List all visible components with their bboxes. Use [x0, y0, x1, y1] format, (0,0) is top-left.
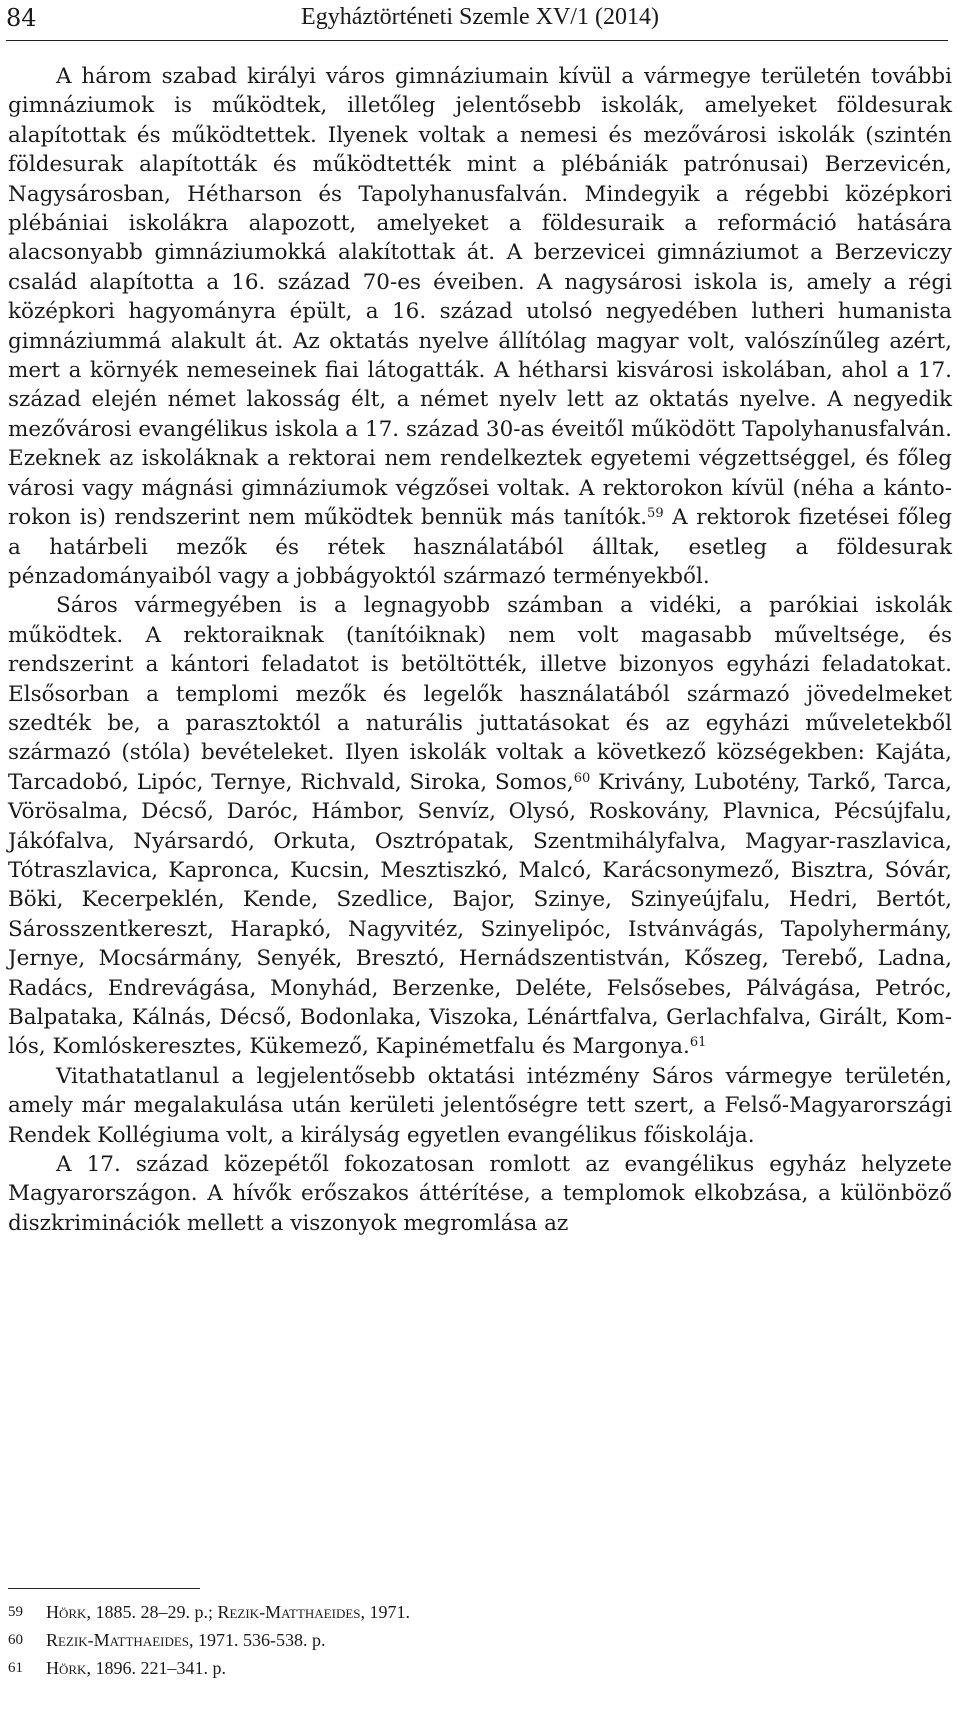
footnote-text [46, 1626, 326, 1654]
paragraph-text: A három szabad királyi város gimnáziumain kívül a vármegye területén további gimnáziumok is működtek, illetőleg jelentősebb iskolák, amelyeket földesurak alapítottak és működtettek. Ilyenek voltak a nemesi és mezővárosi iskolák (szintén földesurak alapították és működtették mint a plébániák patrónusai) Berzevicén, Nagysárosban, Hétharson és Tapolyhanusfalván. Mindegyik a régebbi középkori plébániai iskolákra alapozott, amelyeket a földesuraik a reformáció hatására alacsonyabb gimnáziumokká alakítottak át. A berzevicei gimnáziumot a Berzeviczy család alapította a 16. század 70-es éveiben. A nagysárosi iskola is, amely a régi középkori hagyományra épült, a 16. század utolsó negyedében lutheri humanista gimnáziummá alakult át. Az oktatás nyelve állítólag magyar volt, valószínűleg azért, mert a környék nemeseinek fiai látogatták. A hétharsi kisvárosi iskolában, ahol a 17. század elején német lakosság élt, a német nyelv lett az oktatás nyelve. A negyedik mezővárosi evangélikus iskola a 17. század 30-as éveitől működött Tapolyhanusfalván. Ezeknek az iskoláknak a rektorai nem rendelkeztek egyetemi végzettséggel, és főleg városi vagy mágnási gimnáziumok végzősei voltak. A rektorokon kívül (néha a kántorokon is) rendszerint nem működtek bennük más tanítók. [8, 64, 952, 531]
page-header [0, 0, 960, 44]
journal-title: Egyháztörténeti Szemle XV/1 (2014) [301, 4, 659, 30]
paragraph [8, 62, 952, 591]
paragraph [8, 591, 952, 1062]
citation: , 1971. 536-538. p. [189, 1630, 326, 1650]
paragraph [8, 1150, 952, 1238]
paragraph-text: A rektorok fizetései főleg a határbeli mezők és rétek használatából álltak, esetleg a földesurak pénzadományaiból vagy a jobbágyoktól származó terményekből. [8, 505, 952, 589]
footnote-text [46, 1598, 410, 1626]
paragraph [8, 1062, 952, 1150]
footnote-ref[interactable]: 60 [573, 770, 591, 786]
footnote-rule [8, 1588, 200, 1589]
footnotes [8, 1598, 952, 1682]
citation: , 1885. 28–29. p.; [86, 1602, 218, 1622]
footnote-text [46, 1654, 226, 1682]
citation: , 1971. [360, 1602, 411, 1622]
author-name: Rezik-Matthaeides [46, 1630, 190, 1650]
header-rule [6, 40, 948, 41]
footnote [8, 1654, 952, 1682]
footnote-number: 59 [8, 1604, 23, 1620]
paragraph-text: Krivány, Lubotény, Tarkő, Tarca, Vörösalma, Décső, Daróc, Hámbor, Senvíz, Olysó, Roskovány, Plavnica, Pécsújfalu, Jákófalva, Nyársardó, Orkuta, Osztrópatak, Szentmihályfalva, Magyar-raszlavica, Tótraszlavica, Kapronca, Kucsin, Mesztiszkó, Malcó, Karácsonymező, Bisztra, Sóvár, Böki, Kecerpeklén, Kende, Szedlice, Bajor, Szinye, Szinyeújfalu, Hedri, Bertót, Sárosszentkereszt, Harapkó, Nagyvitéz, Szinyelipóc, Istvánvágás, Tapolyhermány, Jernye, Mocsármány, Senyék, Bresztó, Hernádszentistván, Kőszeg, Terebő, Ladna, Radács, Endrevágása, Monyhád, Berzenke, Deléte, Felsősebes, Pálvágása, Petróc, Balpataka, Kálnás, Décső, Bodonlaka, Viszoka, Lénártfalva, Gerlachfalva, Girált, Komlós, Komlóskeresztes, Kükemező, Kapinémetfalu és Margonya. [8, 769, 952, 1060]
author-name: Hörk [46, 1658, 87, 1678]
footnote [8, 1626, 952, 1654]
paragraph-text: A 17. század közepétől fokozatosan romlott az evangélikus egyház helyzete Magyarországon. A hívők erőszakos áttérítése, a templomok elkobzása, a különböző diszkriminációk mellett a viszonyok megromlása az [8, 1152, 952, 1236]
author-name: Rezik-Matthaeides [217, 1602, 361, 1622]
paragraph-text: Vitathatatlanul a legjelentősebb oktatási intézmény Sáros vármegye területén, amely már megalakulása után kerületi jelentőségre tett szert, a Felső-Magyarországi Rendek Kollégiuma volt, a királyság egyetlen evangélikus főiskolája. [8, 1063, 952, 1148]
footnote-number: 60 [8, 1632, 23, 1648]
page-number: 84 [6, 4, 37, 32]
footnote-ref[interactable]: 59 [647, 506, 664, 522]
body-text [8, 62, 952, 1238]
author-name: Hörk [46, 1602, 87, 1622]
footnote [8, 1598, 952, 1626]
paragraph-text: Sáros vármegyében is a legnagyobb számban a vidéki, a parókiai iskolák működtek. A rektoraiknak (tanítóiknak) nem volt magasabb műveltsége, és rendszerint a kántori feladatot is betöltötték, illetve bizonyos egyházi feladatokat. Elsősorban a templomi mezők és legelők használatából származó jövedelmeket szedték be, a parasztoktól a naturális juttatásokat és az egyházi műveletekből származó (stóla) bevételeket. Ilyen iskolák voltak a következő községekben: Kajáta, Tarcadobó, Lipóc, Ternye, Richvald, Siroka, Somos, [8, 593, 952, 795]
footnote-ref[interactable]: 61 [689, 1035, 707, 1051]
footnote-number: 61 [8, 1660, 23, 1676]
citation: , 1896. 221–341. p. [86, 1658, 226, 1678]
